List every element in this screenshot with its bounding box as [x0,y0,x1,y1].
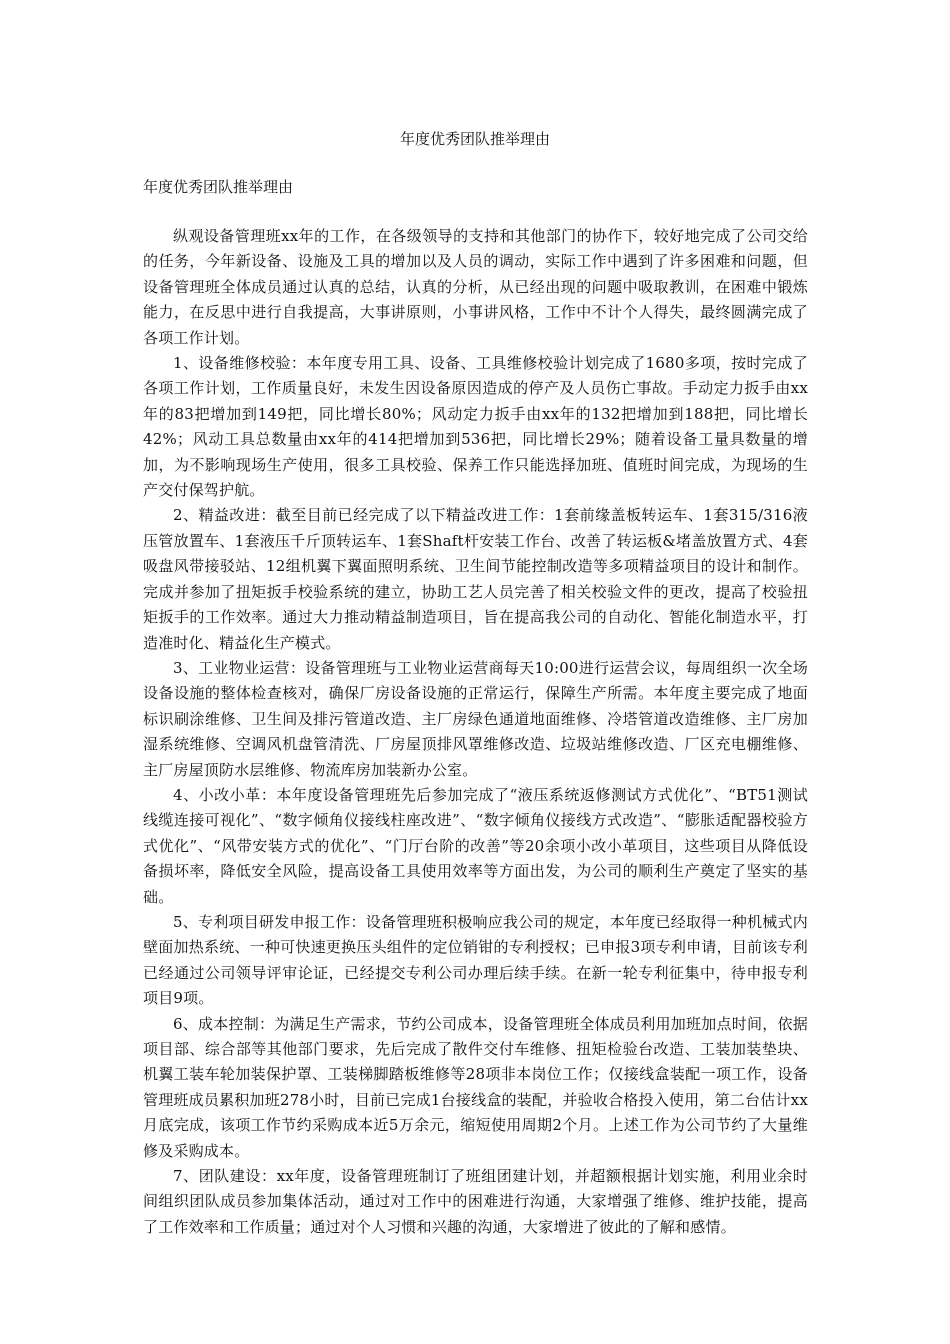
paragraph-small-reforms: 4、小改小革：本年度设备管理班先后参加完成了“液压系统返修测试方式优化”、“BT51测试线缆连接可视化”、“数字倾角仪接线柱座改进”、“数字倾角仪接线方式改造”、“膨胀适配器校验方式优化”、“风带安装方式的优化”、“门厅台阶的改善”等20余项小改小革项目，这些项目从降低设备损坏率，降低安全风险，提高设备工具使用效率等方面出发，为公司的顺利生产奠定了坚实的基础。 [143,785,808,906]
paragraph-equipment-maintenance: 1、设备维修校验：本年度专用工具、设备、工具维修校验计划完成了1680多项，按时完成了各项工作计划，工作质量良好，未发生因设备原因造成的停产及人员伤亡事故。手动定力扳手由xx年的83把增加到149把，同比增长80%；风动定力扳手由xx年的132把增加到188把，同比增长42%；风动工具总数量由xx年的414把增加到536把，同比增长29%；随着设备工量具数量的增加，为不影响现场生产使用，很多工具校验、保养工作只能选择加班、值班时间完成，为现场的生产交付保驾护航。 [143,354,808,500]
paragraph-cost-control: 6、成本控制：为满足生产需求，节约公司成本，设备管理班全体成员利用加班加点时间，依据项目部、综合部等其他部门要求，先后完成了散件交付车维修、扭矩检验台改造、工装加装垫块、机翼工装车轮加装保护罩、工装梯脚踏板维修等28项非本岗位工作；仅接线盒装配一项工作，设备管理班成员累积加班278小时，目前已完成1台接线盒的装配，并验收合格投入使用，第二台估计xx月底完成，该项工作节约采购成本近5万余元，缩短使用周期2个月。上述工作为公司节约了大量维修及采购成本。 [143,1014,808,1160]
paragraph-industrial-property: 3、工业物业运营：设备管理班与工业物业运营商每天10:00进行运营会议，每周组织一次全场设备设施的整体检查核对，确保厂房设备设施的正常运行，保障生产所需。本年度主要完成了地面标识刷涂维修、卫生间及排污管道改造、主厂房绿色通道地面维修、冷塔管道改造维修、主厂房加湿系统维修、空调风机盘管清洗、厂房屋顶排风罩维修改造、垃圾站维修改造、厂区充电棚维修、主厂房屋顶防水层维修、物流库房加装新办公室。 [143,658,808,779]
paragraph-patents: 5、专利项目研发申报工作：设备管理班积极响应我公司的规定，本年度已经取得一种机械式内壁面加热系统、一种可快速更换压头组件的定位销钳的专利授权；已申报3项专利申请，目前该专利已经通过公司领导评审论证，已经提交专利公司办理后续手续。在新一轮专利征集中，待申报专利项目9项。 [143,912,808,1008]
paragraph-team-building: 7、团队建设：xx年度，设备管理班制订了班组团建计划，并超额根据计划实施，利用业余时间组织团队成员参加集体活动，通过对工作中的困难进行沟通，大家增强了维修、维护技能，提高了工作效率和工作质量；通过对个人习惯和兴趣的沟通，大家增进了彼此的了解和感情。 [143,1167,808,1236]
paragraph-intro: 纵观设备管理班xx年的工作，在各级领导的支持和其他部门的协作下，较好地完成了公司交给的任务，今年新设备、设施及工具的增加以及人员的调动，实际工作中遇到了许多困难和问题，但设备管理班全体成员通过认真的总结，认真的分析，从已经出现的问题中吸取教训，在困难中锻炼能力，在反思中进行自我提高，大事讲原则，小事讲风格，工作中不计个人得失，最终圆满完成了各项工作计划。 [143,227,808,347]
document-title: 年度优秀团队推举理由 [399,130,550,148]
document-subtitle: 年度优秀团队推举理由 [143,178,294,196]
paragraph-lean-improvement: 2、精益改进：截至目前已经完成了以下精益改进工作：1套前缘盖板转运车、1套315/316液压管放置车、1套液压千斤顶转运车、1套Shaft杆安装工作台、改善了转运板&堵盖放置方式、4套吸盘风带接驳站、12组机翼下翼面照明系统、卫生间节能控制改造等多项精益项目的设计和制作。完成并参加了扭矩扳手校验系统的建立，协助工艺人员完善了相关校验文件的更改，提高了校验扭矩扳手的工作效率。通过大力推动精益制造项目，旨在提高我公司的自动化、智能化制造水平，打造准时化、精益化生产模式。 [143,506,808,652]
document-body [143,224,808,1240]
